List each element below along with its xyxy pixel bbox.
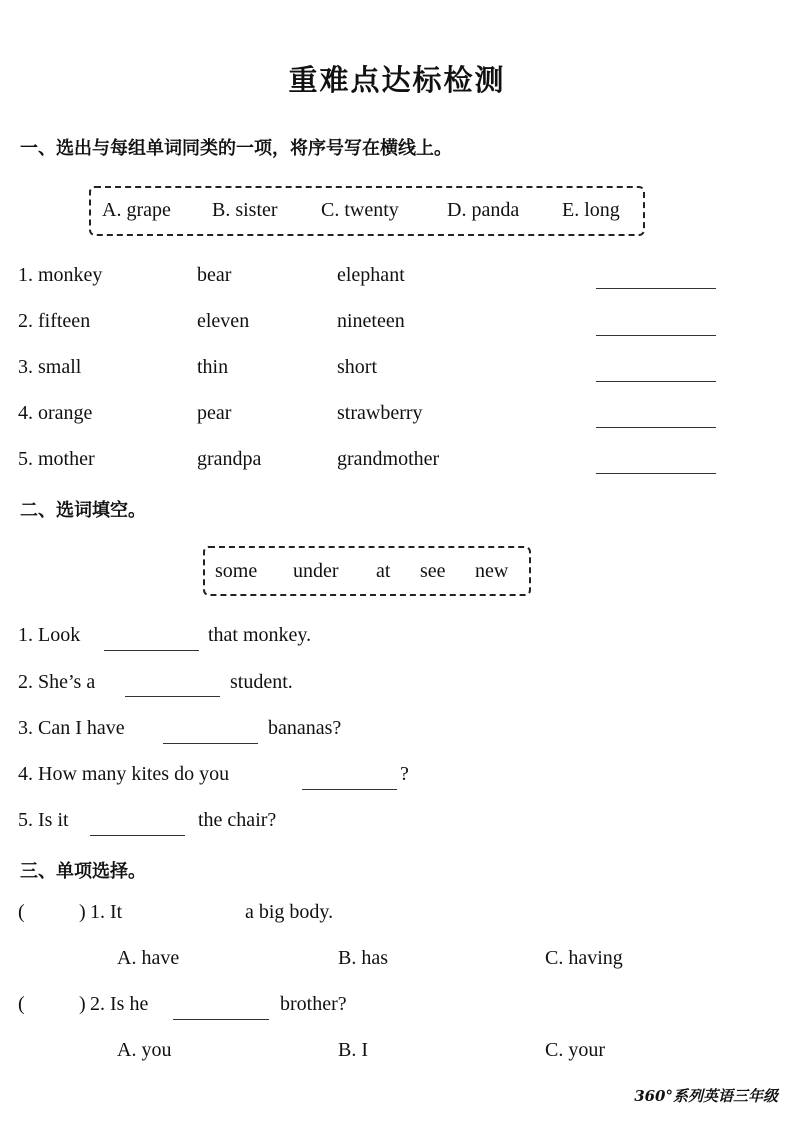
row-5-word-2: grandpa — [197, 448, 262, 470]
row-4-word-3: strawberry — [337, 402, 423, 424]
row-4-word-1: 4. orange — [18, 402, 93, 424]
q2-paren-open: ( — [18, 993, 25, 1015]
section-1-heading: 一、选出与每组单词同类的一项，将序号写在横线上。 — [20, 138, 452, 159]
word-at: at — [376, 560, 391, 582]
row-3-word-2: thin — [197, 356, 229, 378]
q1-paren-open: ( — [18, 901, 25, 923]
q2-after: brother? — [280, 993, 347, 1015]
fill-blank-1[interactable] — [104, 650, 199, 651]
row-4-word-2: pear — [197, 402, 232, 424]
q2-paren-close: ) — [79, 993, 86, 1015]
sentence-3-after: bananas? — [268, 717, 342, 739]
row-1-word-2: bear — [197, 264, 232, 286]
row-2-word-2: eleven — [197, 310, 250, 332]
row-2-word-3: nineteen — [337, 310, 405, 332]
section-3-heading: 三、单项选择。 — [20, 861, 146, 882]
q1-option-a: A. have — [117, 947, 180, 969]
sentence-1-before: 1. Look — [18, 624, 81, 646]
fill-blank-5[interactable] — [90, 835, 185, 836]
page-title: 重难点达标检测 — [288, 63, 506, 97]
row-1-word-1: 1. monkey — [18, 264, 103, 286]
word-see: see — [420, 560, 446, 582]
sentence-2-before: 2. She’s a — [18, 671, 96, 693]
sentence-1-after: that monkey. — [208, 624, 312, 646]
option-c: C. twenty — [321, 199, 399, 221]
q2-option-a: A. you — [117, 1039, 172, 1061]
answer-blank-2[interactable] — [596, 335, 716, 336]
sentence-3-before: 3. Can I have — [18, 717, 125, 739]
word-new: new — [475, 560, 509, 582]
q2-blank[interactable] — [173, 1019, 269, 1020]
fill-blank-2[interactable] — [125, 696, 220, 697]
sentence-4-before: 4. How many kites do you — [18, 763, 230, 785]
q2-stem: 2. Is he — [90, 993, 149, 1015]
option-e: E. long — [562, 199, 620, 221]
q1-after: a big body. — [245, 901, 334, 923]
sentence-5-after: the chair? — [198, 809, 277, 831]
answer-blank-3[interactable] — [596, 381, 716, 382]
footer-series-label: 360°系列英语三年级 — [634, 1087, 778, 1105]
q1-option-c: C. having — [545, 947, 623, 969]
fill-blank-3[interactable] — [163, 743, 258, 744]
word-under: under — [293, 560, 339, 582]
row-2-word-1: 2. fifteen — [18, 310, 91, 332]
row-3-word-3: short — [337, 356, 377, 378]
answer-blank-1[interactable] — [596, 288, 716, 289]
answer-blank-4[interactable] — [596, 427, 716, 428]
option-a: A. grape — [102, 199, 171, 221]
sentence-4-after: ? — [400, 763, 409, 785]
word-some: some — [215, 560, 258, 582]
q1-stem: 1. It — [90, 901, 123, 923]
fill-blank-4[interactable] — [302, 789, 397, 790]
q2-option-c: C. your — [545, 1039, 605, 1061]
answer-blank-5[interactable] — [596, 473, 716, 474]
sentence-5-before: 5. Is it — [18, 809, 69, 831]
option-b: B. sister — [212, 199, 278, 221]
row-5-word-3: grandmother — [337, 448, 440, 470]
row-3-word-1: 3. small — [18, 356, 82, 378]
q1-paren-close: ) — [79, 901, 86, 923]
row-5-word-1: 5. mother — [18, 448, 95, 470]
row-1-word-3: elephant — [337, 264, 405, 286]
section-2-heading: 二、选词填空。 — [20, 500, 146, 521]
option-d: D. panda — [447, 199, 520, 221]
q1-option-b: B. has — [338, 947, 388, 969]
q2-option-b: B. I — [338, 1039, 368, 1061]
sentence-2-after: student. — [230, 671, 293, 693]
